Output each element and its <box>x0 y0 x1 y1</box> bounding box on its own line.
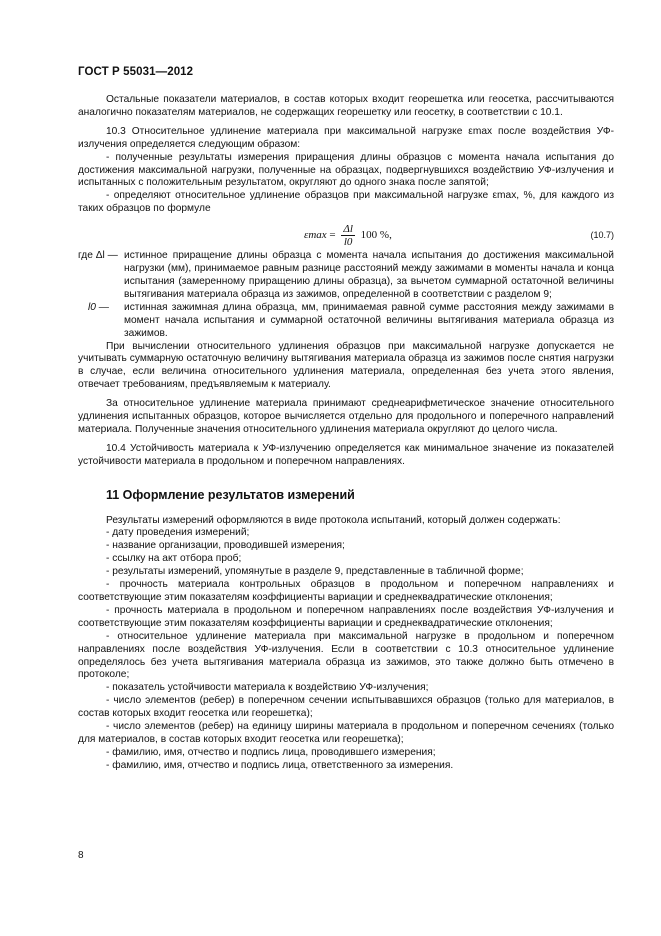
list-item: - фамилию, имя, отчество и подпись лица, ответственного за измерения. <box>106 759 454 771</box>
list-item: - фамилию, имя, отчество и подпись лица, проводившего измерения; <box>106 746 436 758</box>
list-item: - число элементов (ребер) на единицу ширины материала в продольном и поперечном сечениях (только для материалов, в состав которых входит геосетка или георешетка); <box>78 721 614 745</box>
list-item-formula-intro: - определяют относительное удлинение образцов при максимальной нагрузке εmax, %, для каждого из таких образцов по формуле <box>78 190 614 215</box>
list-item: - прочность материала контрольных образцов в продольном и поперечном направлениях и соответствующие этим показателям коэффициенты вариации и среднеквадратические отклонения; <box>78 579 614 603</box>
paragraph-residual-stretch: При вычислении относительного удлинения образцов при максимальной нагрузке допускается не учитывать суммарную остаточную величину вытягивания материала образца из зажимов после снятия нагрузки в случае, если величина относительного удлинения материала, определенная без учета этого явления, отвечает требованиям, предъявляемым к материалу. <box>78 340 614 391</box>
formula-denominator: l0 <box>343 236 353 249</box>
paragraph-other-indicators: Остальные показатели материалов, в состав которых входит георешетка или геосетка, рассчитываются аналогично показателям материалов, не содержащих георешетку или геосетку, в соответствии с 10.1. <box>78 94 614 118</box>
list-item: - название организации, проводившей измерения; <box>106 540 345 552</box>
list-item: - относительное удлинение материала при максимальной нагрузке в продольном и поперечном направлениях после воздействия УФ-излучения. Если в соответствии с 10.3 относительное удлинение определялось без учета вытягивания материала образца из зажимов, это также должно быть отмечено в протоколе; <box>78 630 614 681</box>
list-item-rounding: - полученные результаты измерения приращения длины образцов с момента начала испытания до достижения максимальной нагрузки, полученные на образцах, подвергнувшихся воздействию УФ-излучения и испытанных с положительным результатом, округляют до одного знака после запятой; <box>78 151 614 189</box>
document-header: ГОСТ Р 55031—2012 <box>78 66 194 78</box>
list-item: - ссылку на акт отбора проб; <box>106 553 242 565</box>
list-item: - результаты измерений, упомянутые в разделе 9, представленные в табличной форме; <box>106 566 524 578</box>
definition-term: где Δl — <box>78 250 118 262</box>
formula-factor: 100 %, <box>360 229 392 242</box>
list-item: - число элементов (ребер) в поперечном сечении испытывавшихся образцов (только для материалов, в состав которых входит геосетка или георешетка); <box>78 695 614 720</box>
formula-lhs: εmax <box>304 229 327 242</box>
formula-fraction <box>341 223 355 248</box>
list-item: - показатель устойчивости материала к воздействию УФ-излучения; <box>106 682 429 694</box>
list-item: - прочность материала в продольном и поперечном направлениях после воздействия УФ-излучения и соответствующие этим показателям коэффициенты вариации и среднеквадратические отклонения; <box>78 604 614 629</box>
definition-l0 <box>78 302 614 341</box>
list-item: - дату проведения измерений; <box>106 527 250 539</box>
section-11-intro: Результаты измерений оформляются в виде протокола испытаний, который должен содержать: <box>106 514 561 526</box>
formula-equals: = <box>329 229 336 242</box>
paragraph-10-4: 10.4 Устойчивость материала к УФ-излучению определяется как минимальное значение из показателей устойчивости материала в продольном и поперечном направлениях. <box>78 442 614 467</box>
definition-delta-l <box>78 250 614 302</box>
section-11-heading: 11 Оформление результатов измерений <box>106 487 355 502</box>
formula-number: (10.7) <box>590 230 614 241</box>
paragraph-10-3: 10.3 Относительное удлинение материала при максимальной нагрузке εmax после воздействия УФ-излучения определяется следующим образом: <box>78 125 614 150</box>
definition-term: l0 — <box>88 301 109 313</box>
paragraph-average-elongation: За относительное удлинение материала принимают среднеарифметическое значение относительного удлинения испытанных образцов, которое вычисляется отдельно для продольного и поперечного направлений материала. Полученные значения относительного удлинения материала округляют до целого числа. <box>78 398 614 435</box>
formula-body <box>304 223 392 248</box>
formula-10-7 <box>78 220 614 250</box>
definition-text: истинное приращение длины образца с момента начала испытания до достижения максимальной нагрузки (мм), принимаемое равным разнице расстояний между зажимами в моменты начала и конца испытания (замеренному приращению длины образца), за вычетом суммарной остаточной величины вытягивания материала образца из зажимов, определенной в соответствии с разделом 9; <box>124 250 614 300</box>
page-content <box>78 94 614 773</box>
page-number: 8 <box>78 850 84 861</box>
formula-numerator: Δl <box>343 223 353 236</box>
definition-text: истинная зажимная длина образца, мм, принимаемая равной сумме расстояния между зажимами в момент начала испытания и суммарной остаточной величины вытягивания материала образца из зажимов. <box>124 301 614 339</box>
